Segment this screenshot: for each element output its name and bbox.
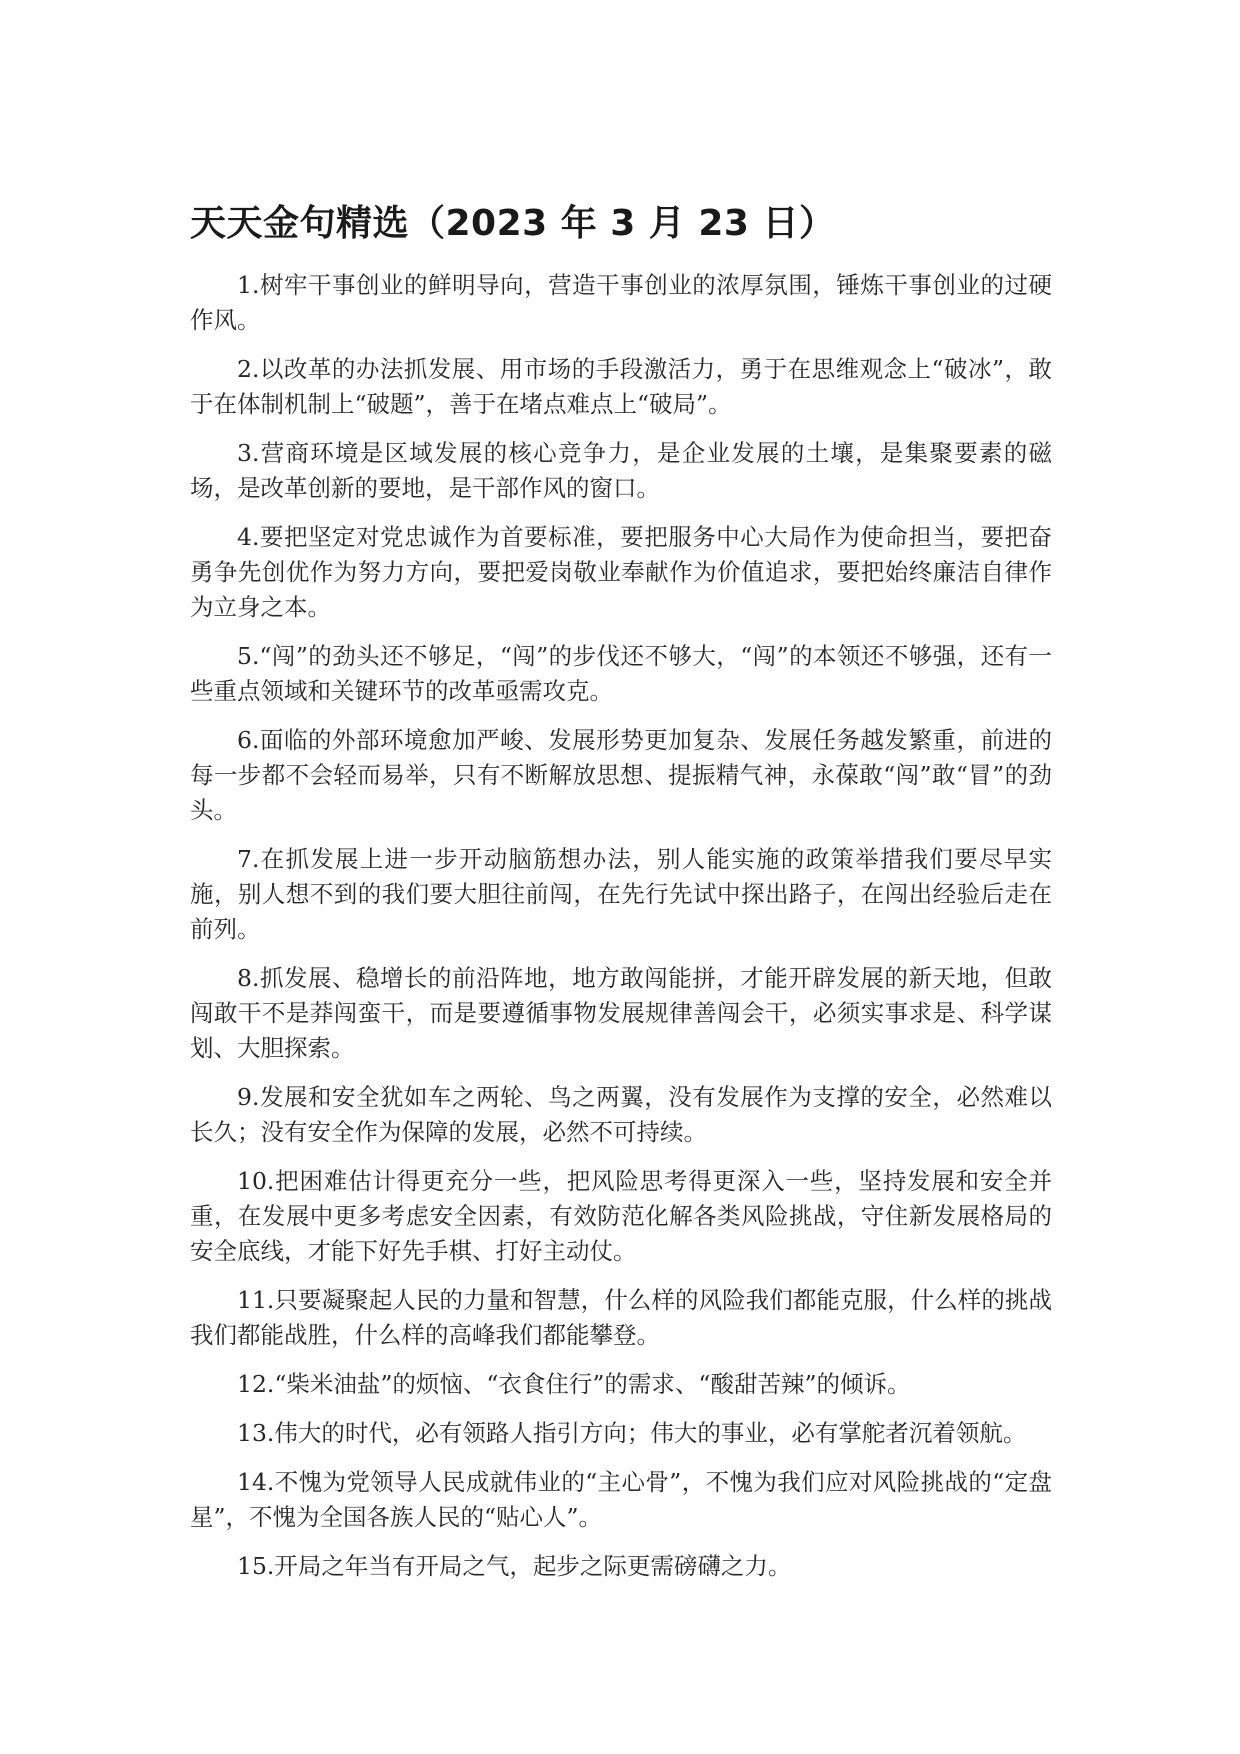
quote-paragraph: 1.树牢干事创业的鲜明导向，营造干事创业的浓厚氛围，锤炼干事创业的过硬作风。 xyxy=(190,271,1052,334)
document-title: 天天金句精选（2023 年 3 月 23 日） xyxy=(190,203,836,244)
quote-paragraph: 13.伟大的时代，必有领路人指引方向；伟大的事业，必有掌舵者沉着领航。 xyxy=(237,1419,1027,1447)
quote-paragraph: 11.只要凝聚起人民的力量和智慧，什么样的风险我们都能克服，什么样的挑战我们都能战胜，什么样的高峰我们都能攀登。 xyxy=(190,1286,1052,1349)
document-page xyxy=(190,200,1052,1598)
quote-paragraph: 8.抓发展、稳增长的前沿阵地，地方敢闯能拼，才能开辟发展的新天地，但敢闯敢干不是莽闯蛮干，而是要遵循事物发展规律善闯会干，必须实事求是、科学谋划、大胆探索。 xyxy=(190,964,1052,1062)
quote-paragraph: 15.开局之年当有开局之气，起步之际更需磅礴之力。 xyxy=(237,1552,792,1580)
quote-paragraph: 2.以改革的办法抓发展、用市场的手段激活力，勇于在思维观念上“破冰”，敢于在体制机制上“破题”，善于在堵点难点上“破局”。 xyxy=(190,355,1052,418)
quote-paragraph: 6.面临的外部环境愈加严峻、发展形势更加复杂、发展任务越发繁重，前进的每一步都不会轻而易举，只有不断解放思想、提振精气神，永葆敢“闯”敢“冒”的劲头。 xyxy=(190,726,1052,824)
quote-paragraph: 7.在抓发展上进一步开动脑筋想办法，别人能实施的政策举措我们要尽早实施，别人想不到的我们要大胆往前闯，在先行先试中探出路子，在闯出经验后走在前列。 xyxy=(190,845,1052,943)
quote-paragraph: 14.不愧为党领导人民成就伟业的“主心骨”，不愧为我们应对风险挑战的“定盘星”，不愧为全国各族人民的“贴心人”。 xyxy=(190,1468,1052,1531)
quote-paragraph: 4.要把坚定对党忠诚作为首要标准，要把服务中心大局作为使命担当，要把奋勇争先创优作为努力方向，要把爱岗敬业奉献作为价值追求，要把始终廉洁自律作为立身之本。 xyxy=(190,523,1052,621)
quote-paragraph: 9.发展和安全犹如车之两轮、鸟之两翼，没有发展作为支撑的安全，必然难以长久；没有安全作为保障的发展，必然不可持续。 xyxy=(190,1083,1052,1146)
quote-paragraph: 3.营商环境是区域发展的核心竞争力，是企业发展的土壤，是集聚要素的磁场，是改革创新的要地，是干部作风的窗口。 xyxy=(190,439,1052,502)
quote-paragraph: 10.把困难估计得更充分一些，把风险思考得更深入一些，坚持发展和安全并重，在发展中更多考虑安全因素，有效防范化解各类风险挑战，守住新发展格局的安全底线，才能下好先手棋、打好主动仗。 xyxy=(190,1167,1052,1265)
quote-paragraph: 5.“闯”的劲头还不够足，“闯”的步伐还不够大，“闯”的本领还不够强，还有一些重点领域和关键环节的改革亟需攻克。 xyxy=(190,642,1052,705)
quote-paragraph: 12.“柴米油盐”的烦恼、“衣食住行”的需求、“酸甜苦辣”的倾诉。 xyxy=(237,1370,911,1398)
